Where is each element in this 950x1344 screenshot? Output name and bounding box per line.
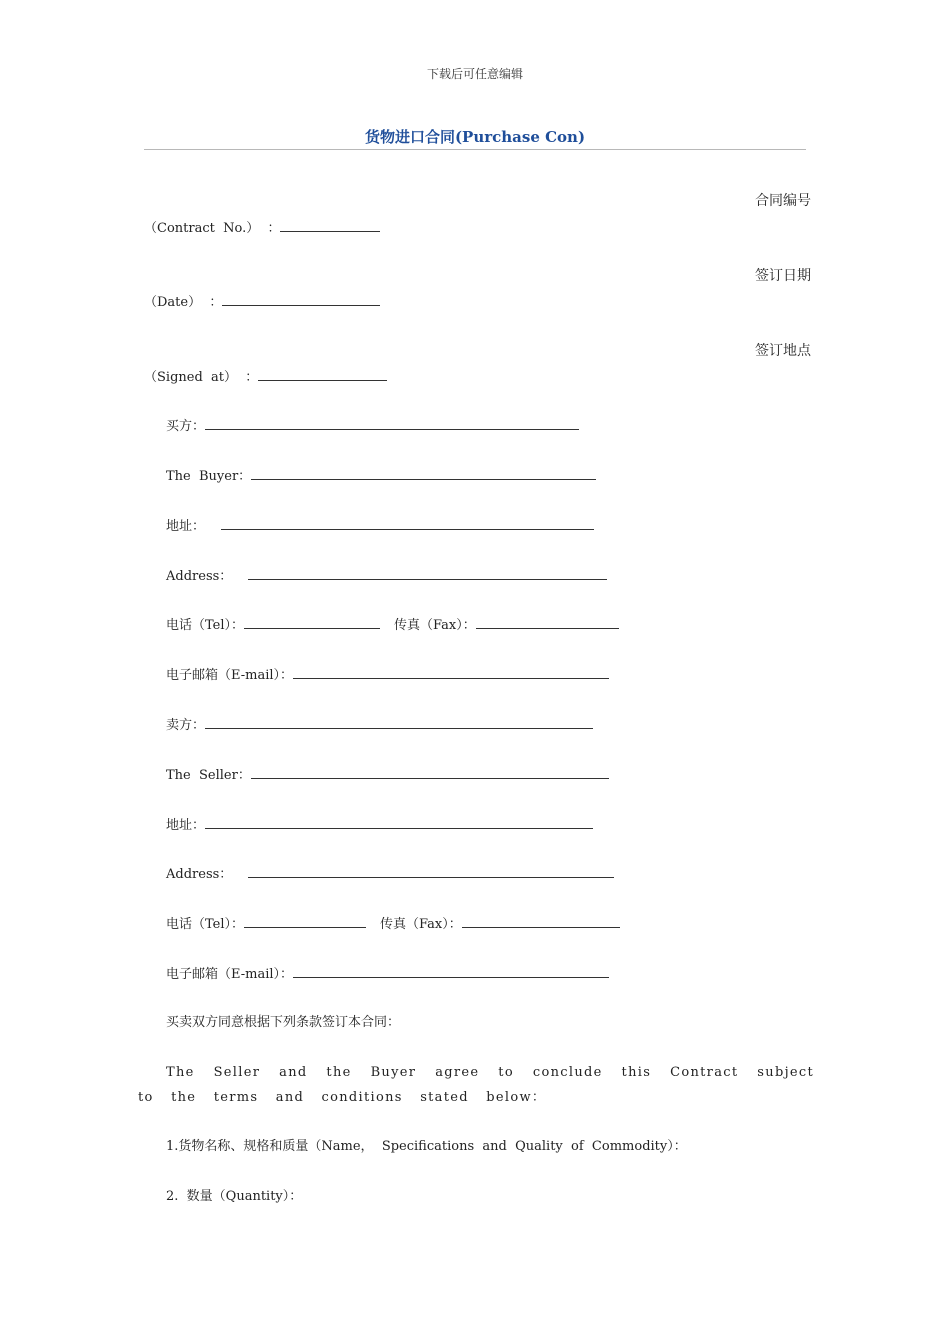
seller-tel-field[interactable]	[244, 915, 366, 928]
seller-address-field-cn[interactable]	[205, 816, 593, 829]
buyer-fax-field[interactable]	[476, 616, 619, 629]
seller-field-cn[interactable]	[205, 716, 593, 729]
document-title: 货物进口合同(Purchase Con)	[364, 128, 586, 146]
buyer-tel-field[interactable]	[244, 616, 380, 629]
seller-address-label-cn: 地址：	[166, 818, 206, 833]
contract-no-label-cn: 合同编号	[755, 193, 811, 209]
signed-at-row	[144, 368, 387, 386]
seller-contact-row	[166, 915, 620, 933]
page-header-note: 下载后可任意编辑	[426, 67, 523, 81]
contract-no-label-en: （Contract No.） ：	[144, 221, 281, 236]
buyer-address-row-cn	[166, 517, 594, 535]
buyer-email-row	[166, 666, 609, 684]
buyer-contact-row	[166, 616, 619, 634]
buyer-address-field-cn[interactable]	[221, 517, 594, 530]
date-row	[144, 293, 380, 311]
buyer-email-label: 电子邮箱（E-mail）：	[166, 668, 294, 683]
seller-address-label-en: Address：	[166, 867, 233, 882]
buyer-tel-label: 电话（Tel）：	[166, 618, 245, 633]
seller-row-cn	[166, 716, 593, 734]
signed-at-field[interactable]	[258, 368, 387, 381]
seller-label-en: The Seller：	[166, 768, 251, 783]
clause-1: 1.货物名称、规格和质量（Name， Specifications and Quality of Commodity）：	[166, 1139, 687, 1154]
seller-fax-field[interactable]	[462, 915, 620, 928]
contract-no-row	[144, 219, 380, 237]
agreement-en: The Seller and the Buyer agree to conclude this Contract subject to the terms and conditions stated below：	[138, 1065, 814, 1105]
buyer-label-en: The Buyer：	[166, 469, 252, 484]
seller-row-en	[166, 766, 609, 784]
date-label-cn: 签订日期	[755, 268, 811, 284]
buyer-field-en[interactable]	[251, 467, 596, 480]
seller-fax-label: 传真（Fax）：	[380, 917, 462, 932]
buyer-row-en	[166, 467, 596, 485]
clause-2: 2. 数量（Quantity）：	[166, 1189, 303, 1204]
title-divider	[144, 149, 806, 150]
seller-address-row-en	[166, 865, 614, 883]
signed-at-label-cn: 签订地点	[755, 343, 811, 359]
seller-email-label: 电子邮箱（E-mail）：	[166, 967, 294, 982]
seller-tel-label: 电话（Tel）：	[166, 917, 245, 932]
seller-field-en[interactable]	[251, 766, 609, 779]
buyer-address-field-en[interactable]	[248, 567, 607, 580]
buyer-row-cn	[166, 417, 579, 435]
contract-no-field[interactable]	[280, 219, 380, 232]
date-field[interactable]	[222, 293, 380, 306]
agreement-cn: 买卖双方同意根据下列条款签订本合同：	[166, 1015, 401, 1030]
seller-address-field-en[interactable]	[248, 865, 614, 878]
buyer-address-label-cn: 地址：	[166, 519, 206, 534]
buyer-address-row-en	[166, 567, 607, 585]
seller-address-row-cn	[166, 816, 593, 834]
date-label-en: （Date） ：	[144, 295, 223, 310]
seller-email-field[interactable]	[293, 965, 609, 978]
buyer-fax-label: 传真（Fax）：	[394, 618, 476, 633]
buyer-email-field[interactable]	[293, 666, 609, 679]
signed-at-label-en: （Signed at） ：	[144, 370, 259, 385]
buyer-address-label-en: Address：	[166, 569, 233, 584]
buyer-field-cn[interactable]	[205, 417, 579, 430]
seller-email-row	[166, 965, 609, 983]
buyer-label-cn: 买方：	[166, 419, 206, 434]
seller-label-cn: 卖方：	[166, 718, 206, 733]
